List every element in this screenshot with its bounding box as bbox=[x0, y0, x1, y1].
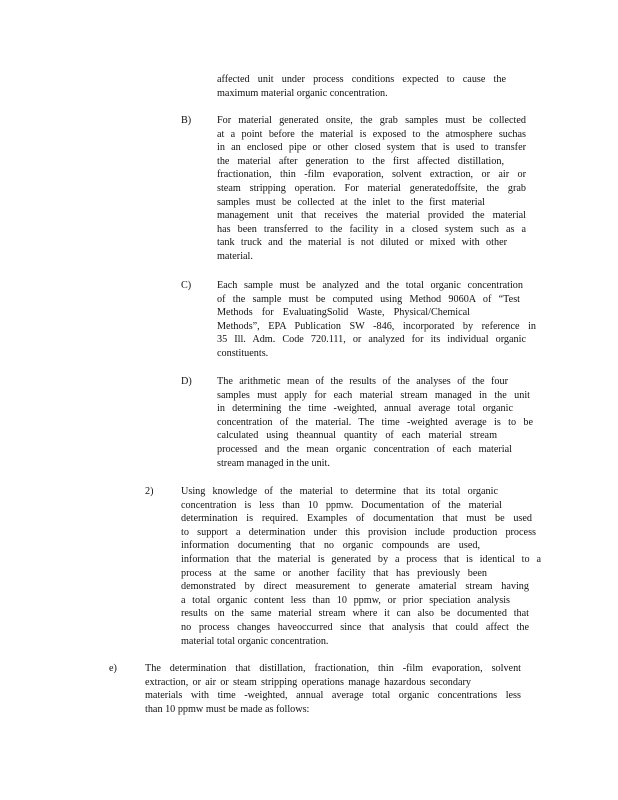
item-label-d: D) bbox=[181, 376, 192, 387]
text-line: a total organic content less than 10 ppmw, or prior speciation analysis bbox=[181, 594, 510, 606]
item-label-b: B) bbox=[181, 115, 192, 126]
text-line: in determining the time -weighted, annual average total organic bbox=[217, 403, 513, 415]
paragraph-2 bbox=[181, 485, 541, 648]
text-line: of the sample must be computed using Method 9060A of “Test bbox=[217, 293, 520, 305]
text-line: calculated using theannual quantity of each material stream bbox=[217, 430, 497, 442]
text-line: materials with time -weighted, annual average total organic concentrations less bbox=[145, 690, 521, 702]
text-line: results on the same material stream where it can also be documented that bbox=[181, 608, 529, 620]
paragraph-b bbox=[217, 114, 526, 264]
text-line: material total organic concentration. bbox=[181, 635, 329, 647]
text-line: demonstrated by direct measurement to generate amaterial stream having bbox=[181, 581, 529, 593]
text-line: extraction, or air or steam stripping operations manage hazardous secondary bbox=[145, 676, 471, 688]
paragraph-e bbox=[145, 662, 521, 716]
text-line: has been transferred to the facility in a closed system such as a bbox=[217, 223, 526, 235]
text-line: Methods”, EPA Publication SW -846, incorporated by reference in bbox=[217, 320, 536, 332]
text-line: determination is required. Examples of documentation that must be used bbox=[181, 513, 532, 525]
text-line: material. bbox=[217, 250, 253, 262]
text-line: tank truck and the material is not diluted or mixed with other bbox=[217, 237, 507, 249]
text-line: Each sample must be analyzed and the total organic concentration bbox=[217, 280, 523, 291]
text-line: management unit that receives the material provided the material bbox=[217, 210, 526, 222]
text-line: For material generated onsite, the grab samples must be collected bbox=[217, 115, 526, 126]
item-label-e: e) bbox=[109, 663, 117, 674]
text-line: stream managed in the unit. bbox=[217, 457, 330, 469]
text-line: The arithmetic mean of the results of the analyses of the four bbox=[217, 376, 508, 387]
text-line: information that the material is generated by a process that is identical to a bbox=[181, 553, 541, 565]
text-line: information documenting that no organic compounds are used, bbox=[181, 540, 480, 552]
text-line: no process changes haveoccurred since that analysis that could affect the bbox=[181, 621, 529, 633]
text-line: at a point before the material is exposed to the atmosphere suchas bbox=[217, 128, 526, 140]
text-line: than 10 ppmw must be made as follows: bbox=[145, 703, 310, 715]
text-line: The determination that distillation, fractionation, thin -film evaporation, solvent bbox=[145, 663, 521, 674]
text-line: Methods for EvaluatingSolid Waste, Physical/Chemical bbox=[217, 307, 470, 319]
text-line: to support a determination under this provision include production process bbox=[181, 526, 536, 538]
item-label-2: 2) bbox=[145, 486, 154, 497]
text-line: the material after generation to the first affected distillation, bbox=[217, 155, 504, 167]
text-line: maximum material organic concentration. bbox=[217, 87, 388, 99]
text-line: Using knowledge of the material to determine that its total organic bbox=[181, 486, 498, 497]
text-line: 35 Ill. Adm. Code 720.111, or analyzed for its individual organic bbox=[217, 334, 526, 346]
paragraph-d bbox=[217, 375, 533, 470]
text-line: in an enclosed pipe or other closed system that is used to transfer bbox=[217, 142, 526, 154]
item-label-c: C) bbox=[181, 280, 192, 291]
text-line: process at the same or another facility that has previously been bbox=[181, 567, 487, 579]
text-line: processed and the mean organic concentration of each material bbox=[217, 443, 512, 455]
paragraph-c bbox=[217, 279, 536, 361]
text-line: constituents. bbox=[217, 347, 269, 359]
text-line: samples must apply for each material stream managed in the unit bbox=[217, 389, 530, 401]
text-line: samples must be collected at the inlet to the first material bbox=[217, 196, 485, 208]
text-line: affected unit under process conditions expected to cause the bbox=[217, 74, 506, 85]
text-line: concentration of the material. The time -weighted average is to be bbox=[217, 416, 533, 428]
text-line: fractionation, thin -film evaporation, solvent extraction, or air or bbox=[217, 169, 526, 181]
text-line: steam stripping operation. For material generatedoffsite, the grab bbox=[217, 182, 526, 194]
intro-paragraph bbox=[217, 73, 506, 100]
text-line: concentration is less than 10 ppmw. Documentation of the material bbox=[181, 499, 502, 511]
